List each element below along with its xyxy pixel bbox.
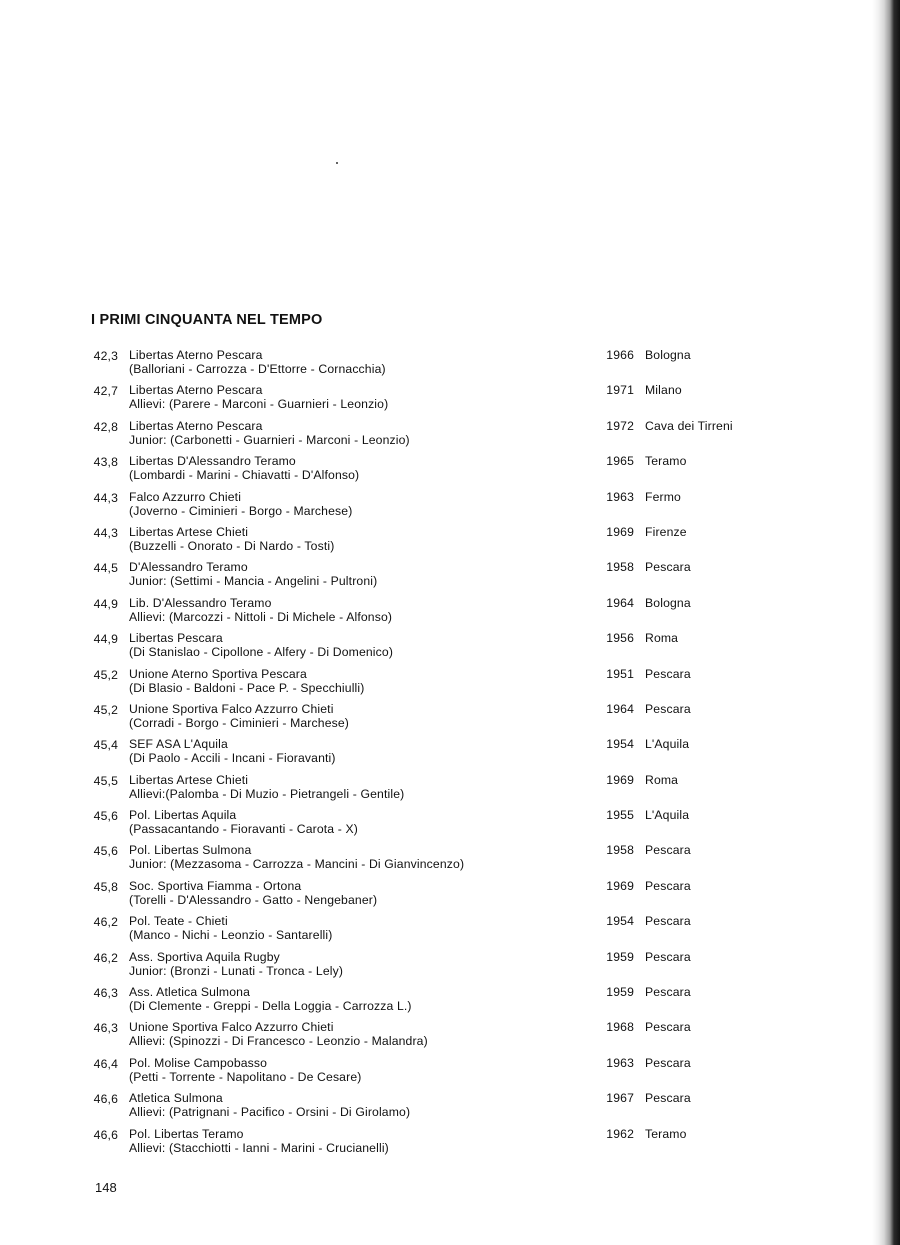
record-team: Soc. Sportiva Fiamma - Ortona [129,878,302,893]
record-time: 43,8 [93,455,118,470]
record-year: 1955 [606,808,634,823]
record-members: Allievi:(Palomba - Di Muzio - Pietrangeli - Gentile) [129,786,405,801]
record-team: Unione Sportiva Falco Azzurro Chieti [129,1020,334,1035]
record-place: Pescara [645,1020,691,1035]
record-members: Junior: (Carbonetti - Guarnieri - Marconi - Leonzio) [129,432,410,447]
section-heading: I PRIMI CINQUANTA NEL TEMPO [91,312,323,328]
record-time: 42,7 [93,384,118,399]
record-row [0,560,880,595]
record-row [0,950,880,985]
record-year: 1951 [606,666,634,681]
record-members: Allievi: (Patrignani - Pacifico - Orsini - Di Girolamo) [129,1105,411,1120]
record-time: 45,8 [93,879,118,894]
record-members: (Buzzelli - Onorato - Di Nardo - Tosti) [129,538,335,553]
record-time: 44,3 [93,490,118,505]
record-team: Ass. Atletica Sulmona [129,985,251,1000]
record-time: 45,2 [93,667,118,682]
record-row [0,773,880,808]
records-list [0,348,880,1162]
record-time: 44,9 [93,596,118,611]
record-time: 46,3 [93,986,118,1001]
record-place: Bologna [645,348,691,362]
record-year: 1962 [606,1126,634,1141]
record-year: 1956 [606,631,634,646]
record-time: 42,3 [93,349,118,363]
record-members: Allievi: (Marcozzi - Nittoli - Di Michele - Alfonso) [129,609,393,624]
record-place: L'Aquila [645,808,690,823]
record-place: Pescara [645,914,691,929]
record-place: L'Aquila [645,737,690,752]
record-year: 1958 [606,843,634,858]
record-members: Junior: (Bronzi - Lunati - Tronca - Lely) [129,963,344,978]
record-team: Unione Aterno Sportiva Pescara [129,666,307,681]
record-time: 45,5 [93,773,118,788]
record-members: (Corradi - Borgo - Ciminieri - Marchese) [129,715,350,730]
record-place: Roma [645,631,679,646]
record-place: Cava dei Tirreni [645,418,733,433]
ink-speck [336,162,338,164]
record-time: 45,2 [93,702,118,717]
record-team: Libertas Aterno Pescara [129,348,263,362]
record-time: 45,6 [93,809,118,824]
record-team: Falco Azzurro Chieti [129,489,242,504]
record-row [0,348,880,383]
record-year: 1954 [606,737,634,752]
record-time: 46,6 [93,1127,118,1142]
record-place: Pescara [645,985,691,1000]
record-year: 1958 [606,560,634,575]
record-members: (Joverno - Ciminieri - Borgo - Marchese) [129,503,353,518]
record-time: 46,4 [93,1056,118,1071]
record-team: Libertas Pescara [129,631,223,646]
record-members: (Balloriani - Carrozza - D'Ettorre - Cornacchia) [129,362,386,376]
record-time: 46,6 [93,1092,118,1107]
record-year: 1959 [606,949,634,964]
record-members: (Di Paolo - Accili - Incani - Fioravanti) [129,751,336,766]
record-members: (Manco - Nichi - Leonzio - Santarelli) [129,928,333,943]
record-members: (Lombardi - Marini - Chiavatti - D'Alfonso) [129,468,360,483]
record-members: (Torelli - D'Alessandro - Gatto - Nengebaner) [129,892,378,907]
record-time: 46,2 [93,915,118,930]
record-team: Pol. Teate - Chieti [129,914,228,929]
record-row [0,631,880,666]
record-row [0,1091,880,1126]
record-team: Pol. Libertas Teramo [129,1126,244,1141]
record-place: Pescara [645,666,691,681]
record-place: Teramo [645,454,687,469]
record-year: 1969 [606,878,634,893]
record-members: (Passacantando - Fioravanti - Carota - X) [129,822,359,837]
record-row [0,525,880,560]
record-year: 1954 [606,914,634,929]
record-year: 1963 [606,1055,634,1070]
record-team: SEF ASA L'Aquila [129,737,228,752]
record-members: Junior: (Settimi - Mancia - Angelini - Pultroni) [129,574,378,589]
record-time: 42,8 [93,419,118,434]
record-place: Milano [645,383,682,398]
record-members: Allievi: (Parere - Marconi - Guarnieri - Leonzio) [129,397,389,412]
record-row [0,454,880,489]
record-time: 45,4 [93,738,118,753]
record-members: (Petti - Torrente - Napolitano - De Cesare) [129,1069,362,1084]
record-place: Pescara [645,949,691,964]
record-place: Bologna [645,595,691,610]
record-team: Libertas Artese Chieti [129,772,249,787]
record-year: 1964 [606,595,634,610]
record-year: 1969 [606,772,634,787]
record-place: Pescara [645,560,691,575]
record-place: Roma [645,772,679,787]
record-row [0,667,880,702]
record-row [0,843,880,878]
record-place: Pescara [645,701,691,716]
record-year: 1972 [606,418,634,433]
record-members: Junior: (Mezzasoma - Carrozza - Mancini - Di Gianvincenzo) [129,857,465,872]
record-time: 45,6 [93,844,118,859]
record-row [0,808,880,843]
record-year: 1971 [606,383,634,398]
record-team: Libertas Aterno Pescara [129,418,263,433]
record-place: Pescara [645,843,691,858]
record-team: D'Alessandro Teramo [129,560,248,575]
record-row [0,985,880,1020]
record-team: Pol. Libertas Sulmona [129,843,252,858]
record-time: 44,9 [93,632,118,647]
record-row [0,419,880,454]
record-members: Allievi: (Stacchiotti - Ianni - Marini - Crucianelli) [129,1140,389,1155]
record-row [0,879,880,914]
record-team: Libertas Artese Chieti [129,524,249,539]
record-members: (Di Blasio - Baldoni - Pace P. - Specchiulli) [129,680,365,695]
record-time: 46,3 [93,1021,118,1036]
record-time: 46,2 [93,950,118,965]
record-time: 44,3 [93,525,118,540]
record-year: 1963 [606,489,634,504]
record-place: Pescara [645,1091,691,1106]
record-year: 1964 [606,701,634,716]
record-time: 44,5 [93,561,118,576]
record-team: Libertas D'Alessandro Teramo [129,454,296,469]
record-team: Libertas Aterno Pescara [129,383,263,398]
record-team: Lib. D'Alessandro Teramo [129,595,272,610]
record-year: 1969 [606,524,634,539]
record-team: Pol. Libertas Aquila [129,808,237,823]
record-row [0,1127,880,1162]
record-place: Firenze [645,524,687,539]
record-year: 1965 [606,454,634,469]
record-team: Pol. Molise Campobasso [129,1055,268,1070]
record-place: Teramo [645,1126,687,1141]
record-year: 1966 [606,348,634,362]
record-year: 1968 [606,1020,634,1035]
record-row [0,737,880,772]
record-place: Pescara [645,878,691,893]
record-row [0,914,880,949]
record-members: (Di Clemente - Greppi - Della Loggia - Carrozza L.) [129,999,412,1014]
record-row [0,596,880,631]
record-members: Allievi: (Spinozzi - Di Francesco - Leonzio - Malandra) [129,1034,428,1049]
record-row [0,702,880,737]
record-year: 1959 [606,985,634,1000]
record-row [0,1020,880,1055]
record-place: Fermo [645,489,681,504]
record-place: Pescara [645,1055,691,1070]
record-members: (Di Stanislao - Cipollone - Alfery - Di Domenico) [129,645,394,660]
record-row [0,490,880,525]
record-team: Unione Sportiva Falco Azzurro Chieti [129,701,334,716]
page-number: 148 [95,1180,117,1195]
record-row [0,1056,880,1091]
record-team: Ass. Sportiva Aquila Rugby [129,949,280,964]
record-team: Atletica Sulmona [129,1091,223,1106]
record-row [0,383,880,418]
record-year: 1967 [606,1091,634,1106]
